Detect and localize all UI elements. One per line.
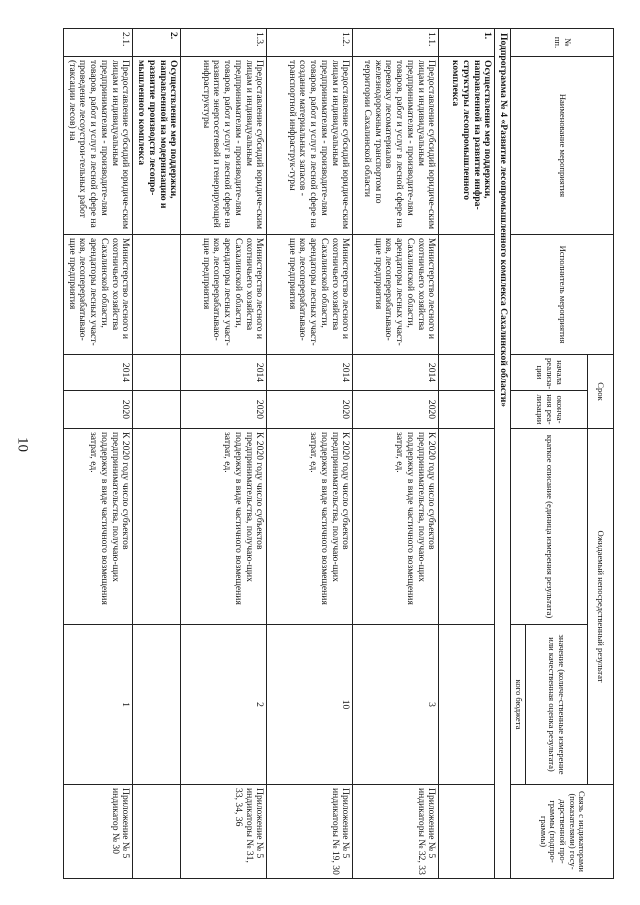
row-value: 3 <box>353 625 439 785</box>
row-num: 2.1. <box>63 29 132 57</box>
row-num: 1.2. <box>267 29 353 57</box>
col-header-executor: Исполнитель мероприятия <box>511 235 614 355</box>
col-header-term-end: оконча-ния реа-лизации <box>511 391 588 429</box>
program-title: Подпрограмма № 4 «Развитие лесопромышленного комплекса Сахалинской области» <box>495 29 511 879</box>
row-executor: Министерство лесного и охотничьего хозяйства Сахалинской области, арендаторы лесных участ-ков, лесоперерабатываю-щие предприятия <box>267 235 353 355</box>
col-header-result: Ожидаемый непосредственный результат <box>588 429 614 785</box>
col-header-result-desc: краткое описание (единица измерения результата) <box>511 429 588 625</box>
row-start <box>439 355 495 391</box>
row-end: 2020 <box>63 391 132 429</box>
col-header-name: Наименование мероприятия <box>511 57 614 235</box>
row-end <box>133 391 181 429</box>
activities-table <box>63 28 614 879</box>
row-link <box>439 785 495 879</box>
row-start: 2014 <box>63 355 132 391</box>
col-header-term-start: начала реализа-ции <box>511 355 588 391</box>
row-value <box>439 625 495 785</box>
col-header-num: № пп. <box>511 29 614 57</box>
row-end: 2020 <box>181 391 267 429</box>
row-name: Предоставление субсидий юридиче-ским лицам и индивидуальным предпринимателям - производите-лям товаров, работ и услуг в лесной сфере на развитие энергосетевой и генерирующей инфраструктуры <box>181 57 267 235</box>
row-value: 10 <box>267 625 353 785</box>
row-num: 2. <box>133 29 181 57</box>
row-value: 2 <box>181 625 267 785</box>
row-executor: Министерство лесного и охотничьего хозяйства Сахалинской области, арендаторы лесных участ-ков, лесоперерабатываю-щие предприятия <box>181 235 267 355</box>
row-desc: К 2020 году число субъектов предпринимательства, получаю-щих поддержку в виде частичного возмещения затрат, ед. <box>267 429 353 625</box>
col-header-result-value: значение (количе-ственные измерение или качественная оценка результата) <box>526 625 588 785</box>
row-num: 1. <box>439 29 495 57</box>
row-name: Осуществление мер поддержки, направленной на развитие инфра-структуры лесопромышленного комплекса <box>439 57 495 235</box>
row-link: Приложение № 5 индикаторы № 19, 30 <box>267 785 353 879</box>
row-num: 1.1. <box>353 29 439 57</box>
row-executor: Министерство лесного и охотничьего хозяйства Сахалинской области, арендаторы лесных участ-ков, лесоперерабатываю-щие предприятия <box>353 235 439 355</box>
page-number: 10 <box>14 437 31 452</box>
row-executor <box>439 235 495 355</box>
row-start: 2014 <box>181 355 267 391</box>
row-end <box>439 391 495 429</box>
row-executor <box>133 235 181 355</box>
row-desc <box>133 429 181 625</box>
col-header-link: Связь с индикаторами (показателями) госу-дарственной про-граммы (подпро-граммы) <box>511 785 614 879</box>
row-start: 2014 <box>353 355 439 391</box>
row-name: Предоставление субсидий юридиче-ским лицам и индивидуальным предпринимателям - производите-лям товаров, работ и услуг в лесной сфере на проведение лесоустрои-тельных работ (таксации лесов) на <box>63 57 132 235</box>
row-value: 1 <box>63 625 132 785</box>
row-name: Предоставление субсидий юридиче-ским лицам и индивидуальным предпринимателям - производите-лям товаров, работ и услуг в лесной сфере на создание материальных запасов - транспортной инфраструк-туры <box>267 57 353 235</box>
row-link: Приложение № 5 индикаторы № 31, 33, 34, 36 <box>181 785 267 879</box>
row-desc: К 2020 году число субъектов предпринимательства, получаю-щих поддержку в виде частичного возмещения затрат, ед. <box>353 429 439 625</box>
row-start <box>133 355 181 391</box>
row-name: Осуществление мер поддержки, направленной на модернизацию и развитие производств лесопро-мышленного комплекса <box>133 57 181 235</box>
row-name: Предоставление субсидий юридиче-ским лицам и индивидуальным предпринимателям - производите-лям товаров, работ и услуг в лесной сфере на перевозку лесоматериалов железнодорожным транспортом по территории Сахалинской области <box>353 57 439 235</box>
row-link: Приложение № 5 индикаторы № 32, 33 <box>353 785 439 879</box>
row-value <box>133 625 181 785</box>
row-end: 2020 <box>267 391 353 429</box>
row-end: 2020 <box>353 391 439 429</box>
row-desc: К 2020 году число субъектов предпринимательства, получаю-щих поддержку в виде частичного возмещения затрат, ед. <box>181 429 267 625</box>
col-header-term: Срок <box>588 355 614 429</box>
col-header-link-note: кого бюджета <box>511 625 526 785</box>
row-num: 1.3. <box>181 29 267 57</box>
row-desc <box>439 429 495 625</box>
row-start: 2014 <box>267 355 353 391</box>
row-link <box>133 785 181 879</box>
row-desc: К 2020 году число субъектов предпринимательства, получаю-щих поддержку в виде частичного возмещения затрат, ед. <box>63 429 132 625</box>
row-link: Приложение № 5 индикатор № 30 <box>63 785 132 879</box>
row-executor: Министерство лесного и охотничьего хозяйства Сахалинской области, арендаторы лесных участ-ков, лесоперерабатываю-щие предприятия <box>63 235 132 355</box>
